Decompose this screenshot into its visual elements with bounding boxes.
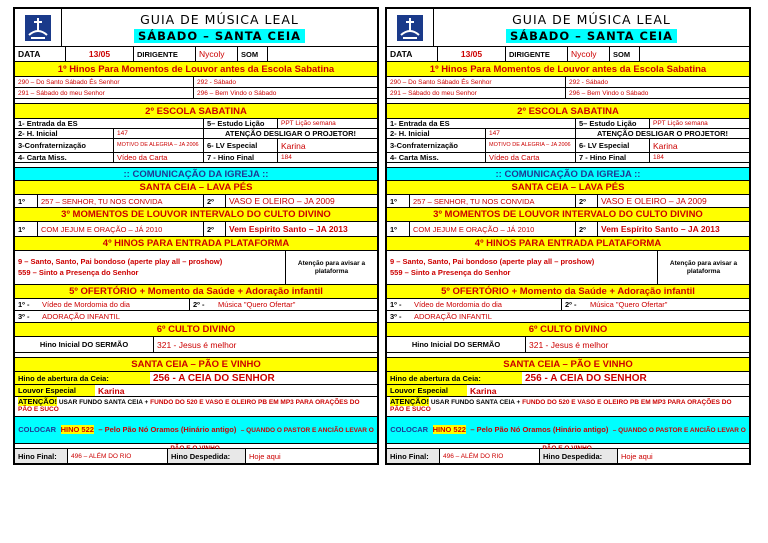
lava-pes-2: VASO E OLEIRO – JA 2009 xyxy=(597,195,749,207)
hino-522-title: – Pelo Pão Nó Oramos (Hinário antigo) xyxy=(98,425,237,434)
louvor-2: Vem Espírito Santo – JA 2013 xyxy=(597,222,749,236)
atencao-ceia-detail: FUNDO DO 520 E VASO E OLEIRO PB EM MP3 PARA ORAÇÕES DO PÃO E SUCO xyxy=(390,399,732,414)
louvor-1-num: 1º xyxy=(390,224,397,234)
atencao-projetor: ATENÇÃO DESLIGAR O PROJETOR! xyxy=(575,129,749,138)
dirigente-label: DIRIGENTE xyxy=(505,47,567,61)
lava-pes-2-num: 2º xyxy=(203,195,225,207)
atencao-ceia-text: USAR FUNDO SANTA CEIA + xyxy=(430,399,521,406)
entrada-es-label: 1- Entrada da ES xyxy=(390,119,450,128)
louvor-1: COM JEJUM E ORAÇÃO – JÁ 2010 xyxy=(409,222,575,236)
info-row xyxy=(387,47,749,62)
entrada-es-label: 1- Entrada da ES xyxy=(18,119,78,128)
section-4-title: 4º HINOS PARA ENTRADA PLATAFORMA xyxy=(102,238,290,249)
footer-hino-despedida-label: Hino Despedida: xyxy=(167,449,245,463)
section-2-title: 2º ESCOLA SABATINA xyxy=(517,105,619,117)
dirigente-value: Nycoly xyxy=(195,47,237,61)
ofertorio-3: ADORAÇÃO INFANTIL xyxy=(414,312,492,321)
colocar-label: COLOCAR xyxy=(18,425,57,434)
atencao-plataforma-note: Atenção para avisar a plataforma xyxy=(657,251,749,284)
footer-hino-final-label: Hino Final: xyxy=(387,449,439,463)
hino-inicial-value: 147 xyxy=(485,129,575,138)
hino-522: HINO 522 xyxy=(60,425,94,434)
footer-hino-despedida-value: Hoje aqui xyxy=(617,449,749,463)
header xyxy=(15,9,377,47)
carta-miss-label: 4- Carta Miss. xyxy=(18,153,67,162)
section-6-title: 6º CULTO DIVINO xyxy=(528,324,608,335)
lava-pes-2: VASO E OLEIRO – JA 2009 xyxy=(225,195,377,207)
comunicacao-title: :: COMUNICAÇÃO DA IGREJA :: xyxy=(123,168,269,180)
hymn-291: 291 – Sábado do meu Senhor xyxy=(18,89,105,97)
hino-522: HINO 522 xyxy=(432,425,466,434)
ofertorio-1: Vídeo de Mordomia do dia xyxy=(42,300,130,309)
hino-522-title: – Pelo Pão Nó Oramos (Hinário antigo) xyxy=(470,425,609,434)
ofertorio-3: ADORAÇÃO INFANTIL xyxy=(42,312,120,321)
estudo-licao-value: PPT Lição semana xyxy=(277,119,377,128)
hino-inicial-label: 2- H. Inicial xyxy=(18,129,58,138)
music-guide-sheet-right xyxy=(385,7,751,465)
lv-especial-value: Karina xyxy=(649,139,749,152)
section-5-title: 5º OFERTÓRIO + Momento da Saúde + Adoração infantil xyxy=(69,286,323,297)
lava-pes-title: SANTA CEIA – LAVA PÉS xyxy=(139,182,253,193)
data-label: DATA xyxy=(18,49,41,59)
hymn-292: 292 - Sábado xyxy=(193,77,377,87)
ofertorio-3-num: 3º - xyxy=(18,312,30,321)
hymn-296: 296 – Bem Vindo o Sábado xyxy=(565,88,749,98)
lv-especial-label: 6- LV Especial xyxy=(203,139,277,152)
ofertorio-2-num: 2º - xyxy=(189,299,215,310)
lv-especial-label: 6- LV Especial xyxy=(575,139,649,152)
ofertorio-1-num: 1º - xyxy=(390,300,402,309)
logo xyxy=(15,9,61,46)
hino-sermao-value: 321 - Jesus é melhor xyxy=(153,337,377,352)
ofertorio-2: Música "Quero Ofertar" xyxy=(590,300,668,309)
louvor-especial-label: Louvor Especial xyxy=(387,385,467,396)
confraternizacao-label: 3-Confraternização xyxy=(390,141,458,150)
hino-sermao-value: 321 - Jesus é melhor xyxy=(525,337,749,352)
hymn-290: 290 – Do Santo Sábado És Senhor xyxy=(390,78,492,86)
section-6-title: 6º CULTO DIVINO xyxy=(156,324,236,335)
carta-miss-value: Vídeo da Carta xyxy=(485,153,575,162)
hymn-290: 290 – Do Santo Sábado És Senhor xyxy=(18,78,120,86)
section-3-title: 3º MOMENTOS DE LOUVOR INTERVALO DO CULTO DIVINO xyxy=(61,209,331,220)
carta-miss-value: Vídeo da Carta xyxy=(113,153,203,162)
ofertorio-2-num: 2º - xyxy=(561,299,587,310)
atencao-ceia-text: USAR FUNDO SANTA CEIA + xyxy=(58,399,149,406)
louvor-2: Vem Espírito Santo – JA 2013 xyxy=(225,222,377,236)
page-title: GUIA DE MÚSICA LEAL xyxy=(512,12,671,27)
lava-pes-1: 257 – SENHOR, TU NOS CONVIDA xyxy=(409,195,575,207)
ofertorio-1: Vídeo de Mordomia do dia xyxy=(414,300,502,309)
atencao-ceia-detail: FUNDO DO 520 E VASO E OLEIRO PB EM MP3 PARA ORAÇÕES DO PÃO E SUCO xyxy=(18,399,360,414)
estudo-licao-label: 5– Estudo Lição xyxy=(203,119,277,128)
section-5-title: 5º OFERTÓRIO + Momento da Saúde + Adoração infantil xyxy=(441,286,695,297)
entrada-plataforma-1: 9 – Santo, Santo, Pai bondoso (aperte play all – proshow) xyxy=(18,256,223,266)
header xyxy=(387,9,749,47)
ceia-title: SANTA CEIA – PÃO E VINHO xyxy=(131,359,261,370)
church-logo-icon xyxy=(25,15,51,41)
hino-inicial-value: 147 xyxy=(113,129,203,138)
estudo-licao-label: 5– Estudo Lição xyxy=(575,119,649,128)
atencao-ceia-label: ATENÇÃO! xyxy=(390,397,430,406)
hymn-296: 296 – Bem Vindo o Sábado xyxy=(193,88,377,98)
colocar-label: COLOCAR xyxy=(390,425,429,434)
lv-especial-value: Karina xyxy=(277,139,377,152)
lava-pes-2-num: 2º xyxy=(575,195,597,207)
louvor-2-num: 2º xyxy=(575,222,597,236)
lava-pes-1: 257 – SENHOR, TU NOS CONVIDA xyxy=(37,195,203,207)
confraternizacao-value: MOTIVO DE ALEGRIA – JA 2006 xyxy=(485,139,575,152)
atencao-plataforma-note: Atenção para avisar a plataforma xyxy=(285,251,377,284)
entrada-plataforma-1: 9 – Santo, Santo, Pai bondoso (aperte play all – proshow) xyxy=(390,256,595,266)
lava-pes-1-num: 1º xyxy=(18,196,25,206)
footer-hino-despedida-value: Hoje aqui xyxy=(245,449,377,463)
abertura-ceia-value: 256 - A CEIA DO SENHOR xyxy=(525,372,647,384)
data-label: DATA xyxy=(390,49,413,59)
ofertorio-2: Música "Quero Ofertar" xyxy=(218,300,296,309)
abertura-ceia-label: Hino de abertura da Ceia: xyxy=(387,372,522,384)
louvor-especial-label: Louvor Especial xyxy=(15,385,95,396)
som-label: SOM xyxy=(609,47,639,61)
logo xyxy=(387,9,433,46)
data-value: 13/05 xyxy=(65,47,133,61)
hino-final-label: 7 - Hino Final xyxy=(575,153,649,162)
footer-hino-final-value: 496 – ALÉM DO RIO xyxy=(439,449,539,463)
page-subtitle: SÁBADO – SANTA CEIA xyxy=(506,29,677,43)
hino-522-note: – QUANDO O PASTOR E ANCIÃO LEVAR O xyxy=(612,427,746,434)
carta-miss-label: 4- Carta Miss. xyxy=(390,153,439,162)
ofertorio-3-num: 3º - xyxy=(390,312,402,321)
lava-pes-1-num: 1º xyxy=(390,196,397,206)
hino-sermao-label: Hino Inicial DO SERMÃO xyxy=(411,340,501,349)
section-1-title: 1º Hinos Para Momentos de Louvor antes da Escola Sabatina xyxy=(429,63,707,75)
section-3-title: 3º MOMENTOS DE LOUVOR INTERVALO DO CULTO DIVINO xyxy=(433,209,703,220)
louvor-especial-value: Karina xyxy=(470,385,497,396)
lava-pes-title: SANTA CEIA – LAVA PÉS xyxy=(511,182,625,193)
church-logo-icon xyxy=(397,15,423,41)
hino-inicial-label: 2- H. Inicial xyxy=(390,129,430,138)
louvor-2-num: 2º xyxy=(203,222,225,236)
dirigente-value: Nycoly xyxy=(567,47,609,61)
som-label: SOM xyxy=(237,47,267,61)
section-2-title: 2º ESCOLA SABATINA xyxy=(145,105,247,117)
hymn-292: 292 - Sábado xyxy=(565,77,749,87)
footer-hino-despedida-label: Hino Despedida: xyxy=(539,449,617,463)
comunicacao-title: :: COMUNICAÇÃO DA IGREJA :: xyxy=(495,168,641,180)
page-title: GUIA DE MÚSICA LEAL xyxy=(140,12,299,27)
louvor-1-num: 1º xyxy=(18,224,25,234)
dirigente-label: DIRIGENTE xyxy=(133,47,195,61)
louvor-1: COM JEJUM E ORAÇÃO – JÁ 2010 xyxy=(37,222,203,236)
hino-522-note: – QUANDO O PASTOR E ANCIÃO LEVAR O xyxy=(240,427,374,434)
abertura-ceia-value: 256 - A CEIA DO SENHOR xyxy=(153,372,275,384)
hino-final-value: 184 xyxy=(649,153,749,162)
abertura-ceia-label: Hino de abertura da Ceia: xyxy=(15,372,150,384)
ofertorio-1-num: 1º - xyxy=(18,300,30,309)
data-value: 13/05 xyxy=(437,47,505,61)
estudo-licao-value: PPT Lição semana xyxy=(649,119,749,128)
hymn-291: 291 – Sábado do meu Senhor xyxy=(390,89,477,97)
section-1-title: 1º Hinos Para Momentos de Louvor antes da Escola Sabatina xyxy=(57,63,335,75)
hino-final-value: 184 xyxy=(277,153,377,162)
confraternizacao-value: MOTIVO DE ALEGRIA – JA 2006 xyxy=(113,139,203,152)
info-row xyxy=(15,47,377,62)
page-subtitle: SÁBADO – SANTA CEIA xyxy=(134,29,305,43)
louvor-especial-value: Karina xyxy=(98,385,125,396)
entrada-plataforma-2: 559 – Sinto a Presença do Senhor xyxy=(18,268,139,278)
music-guide-sheet-left xyxy=(13,7,379,465)
confraternizacao-label: 3-Confraternização xyxy=(18,141,86,150)
section-4-title: 4º HINOS PARA ENTRADA PLATAFORMA xyxy=(474,238,662,249)
atencao-ceia-label: ATENÇÃO! xyxy=(18,397,58,406)
entrada-plataforma-2: 559 – Sinto a Presença do Senhor xyxy=(390,268,511,278)
hino-sermao-label: Hino Inicial DO SERMÃO xyxy=(39,340,129,349)
footer-hino-final-value: 496 – ALÉM DO RIO xyxy=(67,449,167,463)
hino-final-label: 7 - Hino Final xyxy=(203,153,277,162)
atencao-projetor: ATENÇÃO DESLIGAR O PROJETOR! xyxy=(203,129,377,138)
ceia-title: SANTA CEIA – PÃO E VINHO xyxy=(503,359,633,370)
footer-hino-final-label: Hino Final: xyxy=(15,449,67,463)
